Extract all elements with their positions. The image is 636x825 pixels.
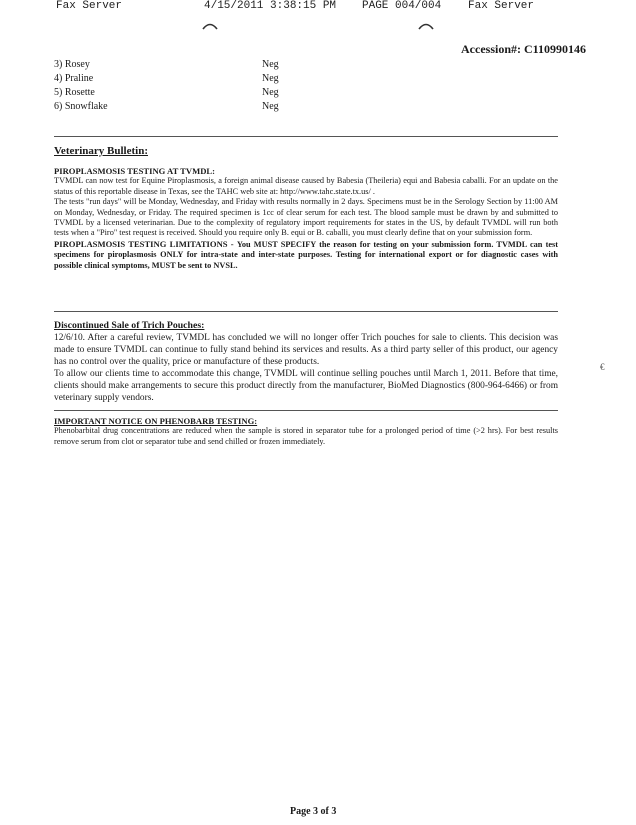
- sample-name: 3) Rosey: [54, 59, 90, 70]
- divider: [54, 410, 558, 411]
- punch-arc-icon: [202, 20, 218, 30]
- trich-paragraph: To allow our clients time to accommodate this change, TVMDL will continue selling pouches until March 1, 2011. Before that time, clients should make arrangements to secure this product directly from the manufacturer, BioMed Diagnostics (800-964-6466) or from veterinary supply vendors.: [54, 369, 558, 403]
- result-value: Neg: [262, 73, 279, 84]
- divider: [54, 136, 558, 137]
- fax-header-sender: Fax Server: [56, 0, 123, 12]
- result-row: [54, 58, 354, 72]
- trich-section: [54, 320, 558, 404]
- sample-name: 5) Rosette: [54, 87, 95, 98]
- result-value: Neg: [262, 87, 279, 98]
- piroplasmosis-limitations: [54, 239, 558, 271]
- piroplasmosis-paragraph: TVMDL can now test for Equine Piroplasmosis, a foreign animal disease caused by Babesia (Theileria) equi and Babesia caballi. For an update on the status of this reportable disease in Texas, see the TAHC web site at: http://www.tahc.state.tx.us/ .: [54, 176, 558, 196]
- phenobarb-title: IMPORTANT NOTICE ON PHENOBARB TESTING:: [54, 416, 258, 426]
- margin-mark: €: [600, 362, 605, 372]
- punch-arc-icon: [418, 20, 434, 30]
- piroplasmosis-section: [54, 166, 558, 271]
- piroplasmosis-title: PIROPLASMOSIS TESTING AT TVMDL:: [54, 166, 216, 176]
- fax-header-page: PAGE 004/004: [362, 0, 442, 12]
- result-value: Neg: [262, 101, 279, 112]
- accession-number: Accession#: C110990146: [461, 42, 586, 56]
- phenobarb-paragraph: Phenobarbital drug concentrations are reduced when the sample is stored in separator tube for a prolonged period of time (>2 hrs). For best results remove serum from clot or separator tube and send chilled or frozen immediately.: [54, 426, 558, 446]
- limitations-label: PIROPLASMOSIS TESTING LIMITATIONS -: [54, 238, 234, 249]
- fax-header: [56, 0, 616, 14]
- results-list: [54, 58, 354, 114]
- sample-name: 4) Praline: [54, 73, 94, 84]
- result-value: Neg: [262, 59, 279, 70]
- fax-header-receiver: Fax Server: [468, 0, 535, 12]
- result-row: [54, 100, 354, 114]
- limitations-text: You MUST SPECIFY the reason for testing on your submission form. TVMDL can test specimens for piroplasmosis ONLY for intra-state and inter-state purposes. Testing for international export or for diagnostic cases with possible clinical symptoms, MUST be sent to NVSL.: [54, 239, 559, 270]
- trich-title: Discontinued Sale of Trich Pouches:: [54, 320, 205, 331]
- piroplasmosis-paragraph: The tests "run days" will be Monday, Wednesday, and Friday with results normally in 2 days. Specimens must be in the Serology Section by 11:00 AM on Monday, Wednesday, or Friday. The required specimen is 1cc of clear serum for each test. The blood sample must be drawn by and submitted to TVMDL by a licensed veterinarian. Due to the complexity of regulatory import requirements for states in the US, by default TVMDL will run both tests when a "Piro" test request is received. Should you require only B. equi or B. caballi, you must clearly define that on your submission form.: [54, 197, 558, 238]
- phenobarb-section: [54, 416, 558, 447]
- result-row: [54, 72, 354, 86]
- sample-name: 6) Snowflake: [54, 101, 108, 112]
- divider: [54, 311, 558, 312]
- result-row: [54, 86, 354, 100]
- bulletin-title: Veterinary Bulletin:: [54, 145, 148, 157]
- fax-header-datetime: 4/15/2011 3:38:15 PM: [204, 0, 337, 12]
- page-number: Page 3 of 3: [290, 806, 337, 817]
- trich-paragraph: 12/6/10. After a careful review, TVMDL has concluded we will no longer offer Trich pouches for sale to clients. This decision was made to ensure TVMDL can continue to fully stand behind its services and results. As a third party seller of this product, our agency has no control over the quality, price or manufacture of these products.: [54, 333, 558, 367]
